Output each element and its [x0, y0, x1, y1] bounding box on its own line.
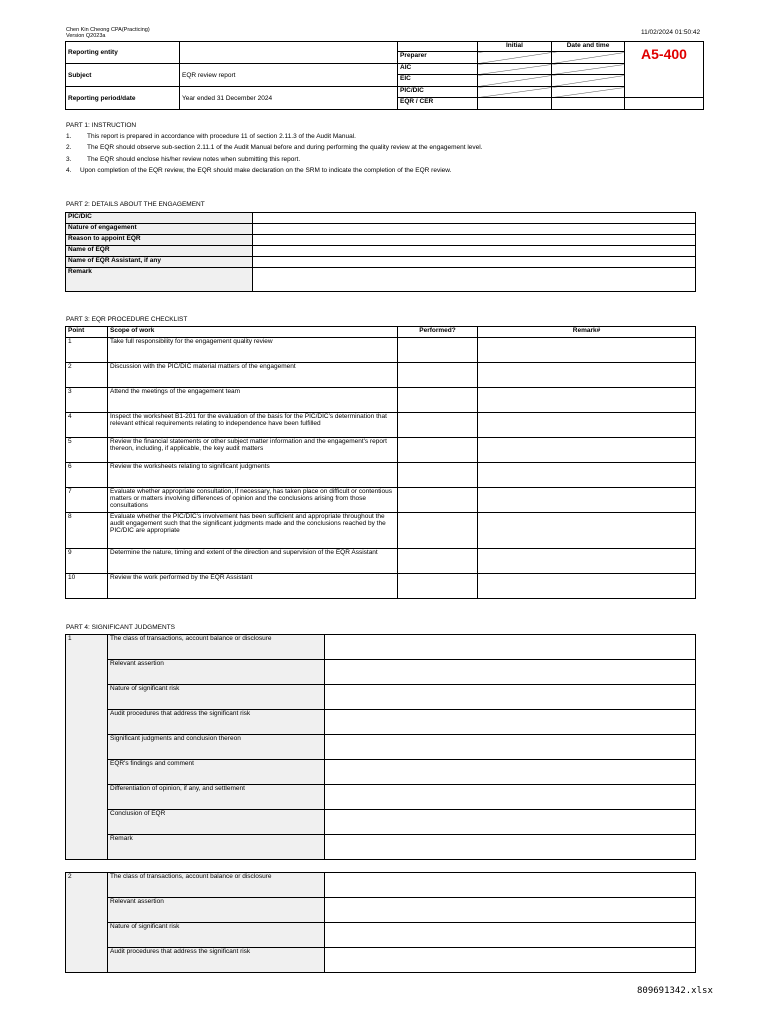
signoff-aic: AIC [398, 64, 478, 75]
preparer-initial[interactable] [478, 52, 552, 64]
instruction-number: 2. [66, 144, 72, 152]
remark-cell[interactable] [478, 488, 696, 513]
reporting-entity-value[interactable] [180, 42, 398, 64]
judgment-number: 1 [66, 635, 108, 860]
col-performed: Performed? [398, 327, 478, 338]
judgment-value[interactable] [325, 898, 696, 923]
performed-cell[interactable] [398, 574, 478, 599]
detail-label: PIC/DIC [66, 213, 253, 224]
judgment-value[interactable] [325, 735, 696, 760]
firm-name: Chen Kin Cheong CPA(Practicing) [66, 27, 150, 33]
point-number: 4 [66, 413, 108, 438]
instruction-number: 3. [66, 155, 72, 163]
point-number: 7 [66, 488, 108, 513]
judgment-label: Audit procedures that address the significant risk [108, 710, 325, 735]
version-label: Version Q2023a [66, 33, 106, 39]
subject-value[interactable]: EQR review report [180, 64, 398, 87]
performed-cell[interactable] [398, 438, 478, 463]
scope-text: Evaluate whether the PIC/DIC's involvement has been sufficient and appropriate throughout the audit engagement such that the significant judgments made and the conclusions reached by the PIC/DIC are appropriate [108, 513, 398, 549]
col-scope: Scope of work [108, 327, 398, 338]
subject-label: Subject [66, 64, 180, 87]
signoff-eic: EIC [398, 75, 478, 87]
instruction-text: This report is prepared in accordance with procedure 11 of section 2.11.3 of the Audit Manual. [87, 133, 356, 140]
info-table [65, 41, 704, 110]
detail-value[interactable] [253, 224, 696, 235]
remark-cell[interactable] [478, 438, 696, 463]
point-number: 3 [66, 388, 108, 413]
point-number: 6 [66, 463, 108, 488]
judgment-label: Significant judgments and conclusion thereon [108, 735, 325, 760]
detail-value[interactable] [253, 246, 696, 257]
remark-cell[interactable] [478, 574, 696, 599]
scope-text: Review the work performed by the EQR Assistant [108, 574, 398, 599]
judgment-label: EQR's findings and comment [108, 760, 325, 785]
instruction-number: 4. [66, 166, 72, 174]
scope-text: Take full responsibility for the engagement quality review [108, 338, 398, 363]
point-number: 9 [66, 549, 108, 574]
part2-title: PART 2: DETAILS ABOUT THE ENGAGEMENT [66, 201, 205, 208]
point-number: 2 [66, 363, 108, 388]
detail-label: Reason to appoint EQR [66, 235, 253, 246]
remark-cell[interactable] [478, 549, 696, 574]
period-value[interactable]: Year ended 31 December 2024 [180, 87, 398, 110]
eic-initial[interactable] [478, 75, 552, 87]
performed-cell[interactable] [398, 463, 478, 488]
judgment-value[interactable] [325, 685, 696, 710]
instruction-number: 1. [66, 133, 72, 140]
judgment-label: Conclusion of EQR [108, 810, 325, 835]
aic-datetime[interactable] [552, 64, 625, 75]
col-remark: Remark# [478, 327, 696, 338]
judgment-label: Nature of significant risk [108, 923, 325, 948]
remark-cell[interactable] [478, 513, 696, 549]
detail-value[interactable] [253, 235, 696, 246]
detail-value[interactable] [253, 213, 696, 224]
scope-text: Inspect the worksheet B1-201 for the evaluation of the basis for the PIC/DIC's determination that relevant ethical requirements relating to independence have been fulfilled [108, 413, 398, 438]
detail-label: Name of EQR Assistant, if any [66, 257, 253, 268]
instruction-item [66, 154, 706, 165]
detail-label: Name of EQR [66, 246, 253, 257]
scope-text: Discussion with the PIC/DIC material matters of the engagement [108, 363, 398, 388]
pic-datetime[interactable] [552, 87, 625, 98]
performed-cell[interactable] [398, 388, 478, 413]
judgment-value[interactable] [325, 873, 696, 898]
remark-cell[interactable] [478, 363, 696, 388]
point-number: 10 [66, 574, 108, 599]
judgment-value[interactable] [325, 835, 696, 860]
judgment-label: The class of transactions, account balance or disclosure [108, 873, 325, 898]
judgment-value[interactable] [325, 660, 696, 685]
judgment-value[interactable] [325, 710, 696, 735]
engagement-details-table [65, 212, 696, 292]
col-point: Point [66, 327, 108, 338]
part4-title: PART 4: SIGNIFICANT JUDGMENTS [66, 624, 175, 631]
reporting-entity-label: Reporting entity [66, 42, 180, 64]
signoff-pic-dic: PIC/DIC [398, 87, 478, 98]
eqr-datetime[interactable] [552, 98, 625, 110]
signoff-eqr-cer: EQR / CER [398, 98, 478, 110]
performed-cell[interactable] [398, 363, 478, 388]
aic-initial[interactable] [478, 64, 552, 75]
significant-judgments-block-2 [65, 872, 696, 973]
significant-judgments-block-1 [65, 634, 696, 860]
datetime-header: Date and time [552, 42, 625, 52]
period-label: Reporting period/date [66, 87, 180, 110]
instruction-text: The EQR should observe sub-section 2.11.1 of the Audit Manual before and during performing the quality review at the engagement level. [87, 144, 483, 152]
scope-text: Review the financial statements or other subject matter information and the engagement's report thereon, including, if applicable, the key audit matters [108, 438, 398, 463]
pic-initial[interactable] [478, 87, 552, 98]
scope-text: Review the worksheets relating to significant judgments [108, 463, 398, 488]
instruction-text: Upon completion of the EQR review, the EQR should make declaration on the SRM to indicate the completion of the EQR review. [80, 166, 452, 174]
scope-text: Evaluate whether appropriate consultation, if necessary, has taken place on difficult or contentious matters or matters involving differences of opinion and the conclusions arising from those consultations [108, 488, 398, 513]
document-code: A5-400 [625, 42, 704, 98]
judgment-number: 2 [66, 873, 108, 973]
initial-header: Initial [478, 42, 552, 52]
scope-text: Attend the meetings of the engagement team [108, 388, 398, 413]
remark-cell[interactable] [478, 388, 696, 413]
eic-datetime[interactable] [552, 75, 625, 87]
judgment-label: Differentiation of opinion, if any, and settlement [108, 785, 325, 810]
judgment-value[interactable] [325, 760, 696, 785]
instruction-list [66, 131, 706, 176]
judgment-label: Relevant assertion [108, 660, 325, 685]
point-number: 5 [66, 438, 108, 463]
instruction-item [66, 142, 706, 153]
signoff-preparer: Preparer [398, 52, 478, 64]
detail-label: Nature of engagement [66, 224, 253, 235]
judgment-label: Relevant assertion [108, 898, 325, 923]
instruction-text: The EQR should enclose his/her review notes when submitting this report. [87, 155, 301, 163]
judgment-value[interactable] [325, 948, 696, 973]
preparer-datetime[interactable] [552, 52, 625, 64]
judgment-value[interactable] [325, 810, 696, 835]
point-number: 1 [66, 338, 108, 363]
eqr-initial[interactable] [478, 98, 552, 110]
judgment-value[interactable] [325, 635, 696, 660]
detail-value[interactable] [253, 268, 696, 292]
performed-cell[interactable] [398, 513, 478, 549]
remark-cell[interactable] [478, 413, 696, 438]
footer-filename: 809691342.xlsx [637, 986, 713, 996]
instruction-item [66, 165, 706, 176]
part1-title: PART 1: INSTRUCTION [66, 122, 137, 129]
judgment-label: Remark [108, 835, 325, 860]
judgment-value[interactable] [325, 785, 696, 810]
judgment-label: Audit procedures that address the significant risk [108, 948, 325, 973]
timestamp: 11/02/2024 01:50:42 [641, 29, 701, 36]
part3-title: PART 3: EQR PROCEDURE CHECKLIST [66, 316, 188, 323]
performed-cell[interactable] [398, 488, 478, 513]
procedure-checklist-table [65, 326, 696, 599]
point-number: 8 [66, 513, 108, 549]
scope-text: Determine the nature, timing and extent of the direction and supervision of the EQR Assistant [108, 549, 398, 574]
judgment-label: Nature of significant risk [108, 685, 325, 710]
remark-cell[interactable] [478, 463, 696, 488]
detail-value[interactable] [253, 257, 696, 268]
performed-cell[interactable] [398, 549, 478, 574]
instruction-item [66, 131, 706, 142]
performed-cell[interactable] [398, 413, 478, 438]
detail-label: Remark [66, 268, 253, 292]
remark-cell[interactable] [478, 338, 696, 363]
judgment-value[interactable] [325, 923, 696, 948]
performed-cell[interactable] [398, 338, 478, 363]
judgment-label: The class of transactions, account balance or disclosure [108, 635, 325, 660]
